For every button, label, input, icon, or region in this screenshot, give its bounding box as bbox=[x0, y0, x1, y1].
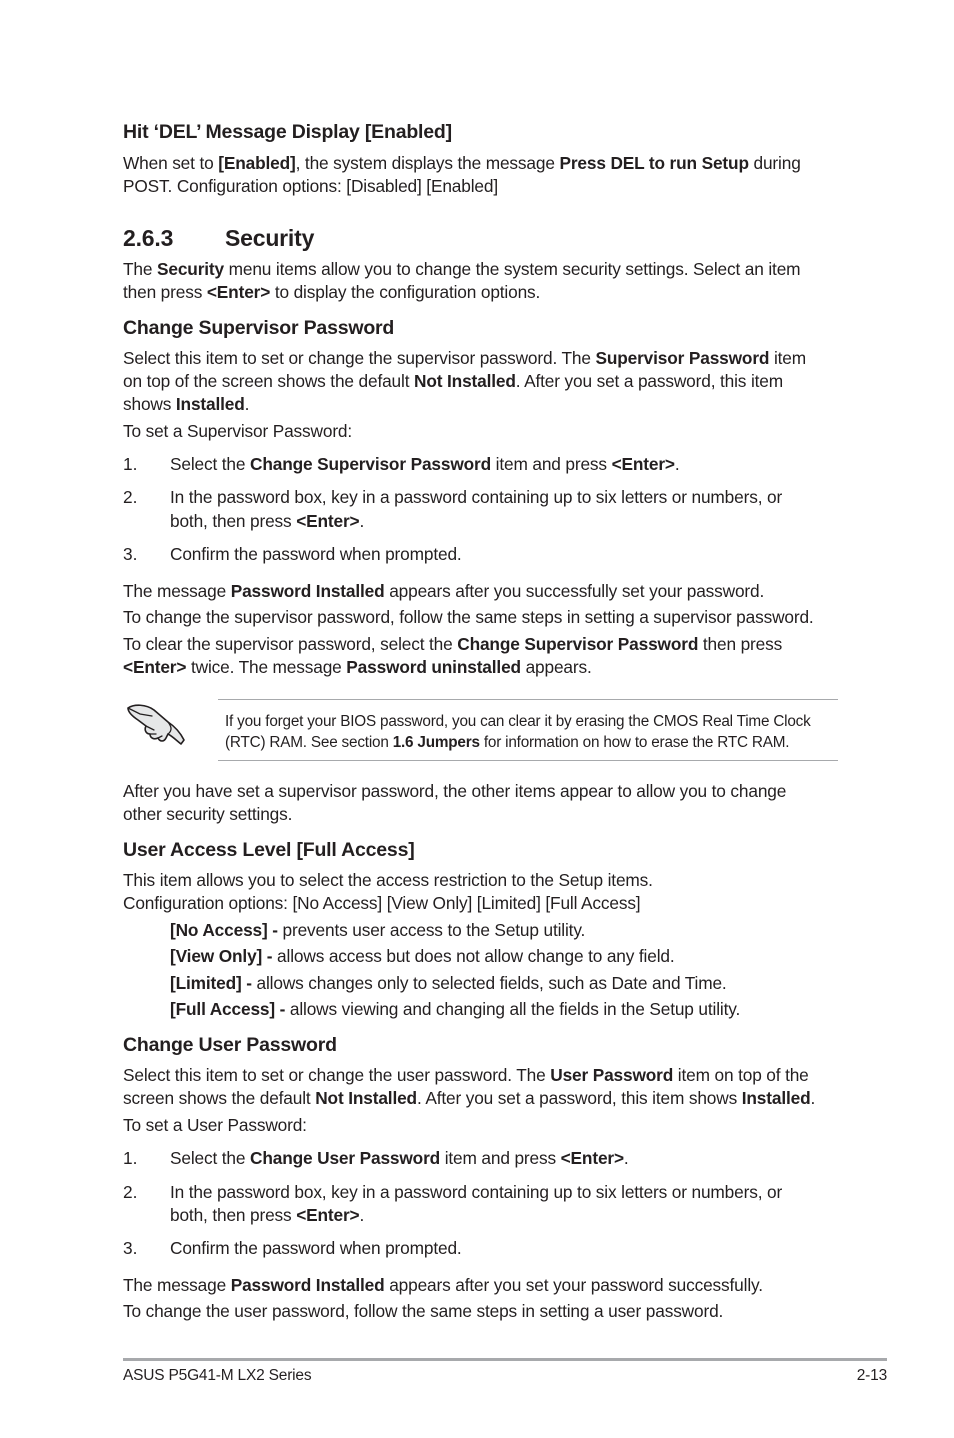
after-line2: other security settings. bbox=[123, 804, 293, 824]
supervisor-p-line1: Select this item to set or change the supervisor password. The Supervisor Password item bbox=[123, 348, 807, 368]
user-step-3: Confirm the password when prompted. bbox=[170, 1238, 462, 1258]
access-option-full-access: [Full Access] - allows viewing and changing all the fields in the Setup utility. bbox=[170, 999, 741, 1019]
pointing-hand-icon bbox=[124, 702, 188, 748]
step-number: 2. bbox=[123, 487, 138, 507]
footer-product-name: ASUS P5G41-M LX2 Series bbox=[123, 1367, 312, 1384]
supervisor-installed-msg: The message Password Installed appears after you successfully set your password. bbox=[123, 581, 765, 601]
security-intro-line2: then press <Enter> to display the configuration options. bbox=[123, 282, 541, 302]
user-step-2-line1: In the password box, key in a password containing up to six letters or numbers, or bbox=[170, 1182, 783, 1202]
supervisor-heading: Change Supervisor Password bbox=[123, 317, 395, 339]
step-number: 1. bbox=[123, 1148, 138, 1168]
note-line1: If you forget your BIOS password, you can clear it by erasing the CMOS Real Time Clock bbox=[225, 713, 811, 730]
supervisor-p-line2: on top of the screen shows the default Not Installed. After you set a password, this item bbox=[123, 371, 783, 391]
supervisor-clear-line2: <Enter> twice. The message Password uninstalled appears. bbox=[123, 657, 592, 677]
supervisor-clear-line1: To clear the supervisor password, select the Change Supervisor Password then press bbox=[123, 634, 783, 654]
supervisor-step-1: Select the Change Supervisor Password item and press <Enter>. bbox=[170, 454, 680, 474]
step-number: 1. bbox=[123, 454, 138, 474]
access-option-view-only: [View Only] - allows access but does not allow change to any field. bbox=[170, 946, 675, 966]
supervisor-step-2-line1: In the password box, key in a password containing up to six letters or numbers, or bbox=[170, 487, 783, 507]
access-heading: User Access Level [Full Access] bbox=[123, 839, 415, 861]
after-line1: After you have set a supervisor password, the other items appear to allow you to change bbox=[123, 781, 787, 801]
step-number: 3. bbox=[123, 544, 138, 564]
user-step-2-line2: both, then press <Enter>. bbox=[170, 1205, 365, 1225]
note-bottom-rule bbox=[218, 760, 838, 761]
security-intro-line1: The Security menu items allow you to change the system security settings. Select an item bbox=[123, 259, 801, 279]
footer-rule bbox=[123, 1358, 887, 1361]
user-change: To change the user password, follow the same steps in setting a user password. bbox=[123, 1301, 724, 1321]
user-heading: Change User Password bbox=[123, 1034, 337, 1056]
section-number: 2.6.3 bbox=[123, 225, 174, 251]
supervisor-step-3: Confirm the password when prompted. bbox=[170, 544, 462, 564]
user-to-set: To set a User Password: bbox=[123, 1115, 307, 1135]
access-line1: This item allows you to select the access restriction to the Setup items. bbox=[123, 870, 653, 890]
hit-del-heading: Hit ‘DEL’ Message Display [Enabled] bbox=[123, 121, 452, 143]
access-option-no-access: [No Access] - prevents user access to the Setup utility. bbox=[170, 920, 586, 940]
access-line2: Configuration options: [No Access] [View Only] [Limited] [Full Access] bbox=[123, 893, 641, 913]
supervisor-change: To change the supervisor password, follow the same steps in setting a supervisor password. bbox=[123, 607, 814, 627]
user-p-line1: Select this item to set or change the user password. The User Password item on top of the bbox=[123, 1065, 809, 1085]
access-option-limited: [Limited] - allows changes only to selected fields, such as Date and Time. bbox=[170, 973, 727, 993]
user-installed-msg: The message Password Installed appears after you set your password successfully. bbox=[123, 1275, 763, 1295]
step-number: 2. bbox=[123, 1182, 138, 1202]
hit-del-paragraph-line2: POST. Configuration options: [Disabled] [Enabled] bbox=[123, 176, 498, 196]
note-top-rule bbox=[218, 699, 838, 700]
supervisor-to-set: To set a Supervisor Password: bbox=[123, 421, 353, 441]
supervisor-step-2-line2: both, then press <Enter>. bbox=[170, 511, 365, 531]
step-number: 3. bbox=[123, 1238, 138, 1258]
hit-del-paragraph-line1: When set to [Enabled], the system displays the message Press DEL to run Setup during bbox=[123, 153, 801, 173]
section-title: Security bbox=[225, 225, 315, 251]
user-p-line2: screen shows the default Not Installed. After you set a password, this item shows Installed. bbox=[123, 1088, 816, 1108]
supervisor-p-line3: shows Installed. bbox=[123, 394, 250, 414]
note-line2: (RTC) RAM. See section 1.6 Jumpers for information on how to erase the RTC RAM. bbox=[225, 734, 790, 751]
user-step-1: Select the Change User Password item and press <Enter>. bbox=[170, 1148, 629, 1168]
footer-page-number: 2-13 bbox=[856, 1367, 887, 1384]
